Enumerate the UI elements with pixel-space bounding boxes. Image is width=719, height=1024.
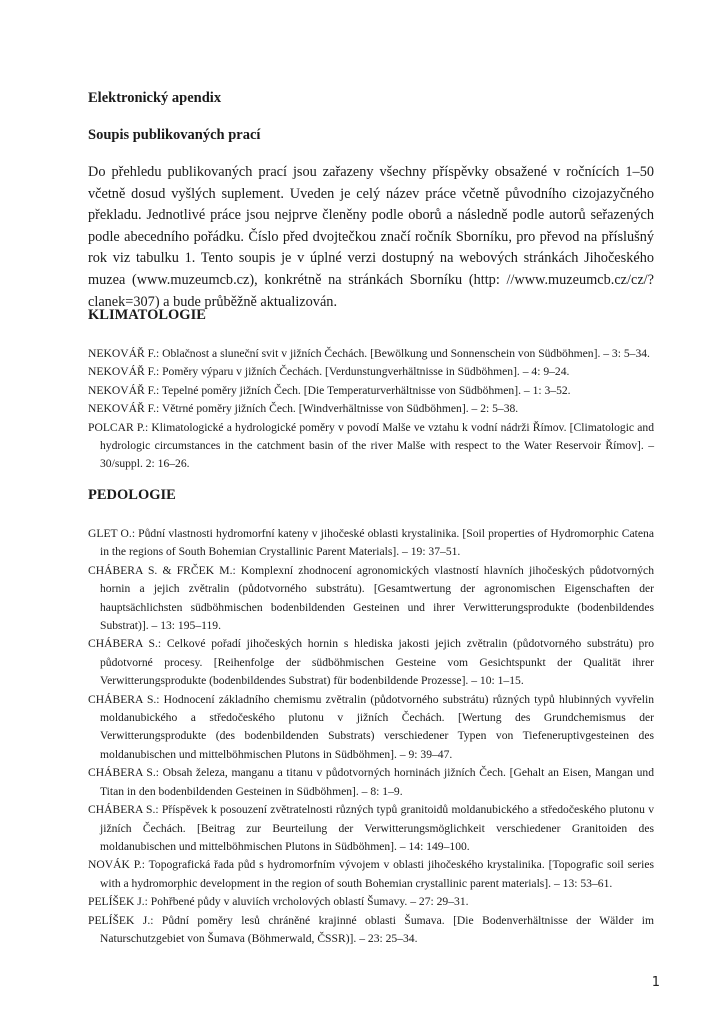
reference-list-klimatologie — [88, 345, 654, 474]
reference-entry: CHÁBERA S. & FRČEK M.: Komplexní zhodnocení agronomických vlastností hlavních jihočeských půdotvorných hornin a jejich zvětralin (půdotvorného substrátu). [Gesamtwertung der agronomischen Eigenschaften der hauptsächlichsten südböhmischen bodenbildenden Gesteinen und ihrer Verwitterungsprodukte (bodenbildendes Substrat)]. – 13: 195–119. — [88, 563, 654, 633]
reference-entry: POLCAR P.: Klimatologické a hydrologické poměry v povodí Malše ve vztahu k vodní nádrži Římov. [Climatologic and hydrologic circumstances in the catchment basin of the river Malše with respect to the Water Reservoir Římov]. – 30/suppl. 2: 16–26. — [88, 420, 654, 471]
reference-entry: CHÁBERA S.: Obsah železa, manganu a titanu v půdotvorných horninách jižních Čech. [Gehalt an Eisen, Mangan und Titan in den bodenbildenden Gesteinen in Südböhmen]. – 8: 1–9. — [88, 766, 654, 798]
reference-entry: NEKOVÁŘ F.: Poměry výparu v jižních Čechách. [Verdunstungverhältnisse in Südböhmen]. – 4: 9–24. — [88, 365, 570, 379]
reference-entry: PELÍŠEK J.: Pohřbené půdy v aluviích vrcholových oblastí Šumavy. – 27: 29–31. — [88, 895, 469, 909]
appendix-title: Elektronický apendix — [88, 90, 222, 106]
reference-entry: NEKOVÁŘ F.: Tepelné poměry jižních Čech. [Die Temperaturverhältnisse von Südböhmen]. – 1: 3–52. — [88, 383, 571, 397]
reference-entry: CHÁBERA S.: Celkové pořadí jihočeských hornin s hlediska jakosti jejich zvětralin (půdotvorného substrátu) pro půdotvorné procesy. [Reihenfolge der südböhmischen Gesteine vom Gesichtspunkt der Qualität ihrer Verwitterungsprodukte (bodenbildendes Substrat) für bodenbildende Prozesse]. – 10: 1–15. — [88, 637, 654, 688]
page-number: 1 — [651, 975, 660, 990]
reference-entry: CHÁBERA S.: Hodnocení základního chemismu zvětralin (půdotvorného substrátu) různých typů hlubinných vyvřelin moldanubického a středočeského plutonu v jižních Čechách. [Wertung des Grundchemismus der Verwitterungsprodukte (des bodenbildenden Substrats) verschiedener Typen von Tiefeneruptivgesteinen des moldanubischen und mittelböhmischen Plutons in Südböhmen]. – 9: 39–47. — [88, 692, 654, 761]
list-title: Soupis publikovaných prací — [88, 127, 261, 143]
reference-entry: NEKOVÁŘ F.: Větrné poměry jižních Čech. [Windverhältnisse von Südböhmen]. – 2: 5–38. — [88, 402, 519, 416]
reference-entry: PELÍŠEK J.: Půdní poměry lesů chráněné krajinné oblasti Šumava. [Die Bodenverhältnisse der Wälder im Naturschutzgebiet von Šumava (Böhmerwald, ČSSR)]. – 23: 25–34. — [88, 913, 654, 945]
section-heading-pedologie: PEDOLOGIE — [88, 487, 176, 503]
reference-entry: NEKOVÁŘ F.: Oblačnost a sluneční svit v jižních Čechách. [Bewölkung und Sonnenschein von Südböhmen]. – 3: 5–34. — [88, 347, 650, 360]
reference-entry: CHÁBERA S.: Příspěvek k posouzení zvětratelnosti různých typů granitoidů moldanubického a středočeského plutonu v jižních Čechách. [Beitrag zur Beurteilung der Verwitterungsmöglichkeit verschiedener Granitoiden des moldanubischen und mittelböhmischen Plutons in Südböhmen]. – 14: 149–100. — [88, 803, 654, 853]
reference-entry: NOVÁK P.: Topografická řada půd s hydromorfním vývojem v oblasti jihočeského krystalinika. [Topografic soil series with a hydromorphic development in the region of south Bohemian crystallinic parent materials]. – 13: 53–61. — [88, 858, 654, 890]
reference-entry: GLET O.: Půdní vlastnosti hydromorfní kateny v jihočeské oblasti krystalinika. [Soil properties of Hydromorphic Catena in the regions of South Bohemian Crystallinic Parent Materials]. – 19: 37–51. — [88, 527, 654, 559]
document-page — [88, 0, 654, 1024]
intro-paragraph: Do přehledu publikovaných prací jsou zařazeny všechny příspěvky obsažené v ročnících 1–50 včetně dosud vyšlých suplement. Uveden je celý název práce včetně původního cizojazyčného překladu. Jednotlivé práce jsou nejprve členěny podle oborů a následně podle autorů seřazených podle abecedního pořádku. Číslo před dvojtečkou značí ročník Sborníku, pro převod na příslušný rok viz tabulku 1. Tento soupis je v úplné verzi dostupný na webových stránkách Jihočeského muzea (www.muzeumcb.cz), konkrétně na stránkách Sborníku (http: //www.muzeumcb.cz/cz/?clanek=307) a bude průběžně aktualizován. — [88, 164, 654, 310]
reference-list-pedologie — [88, 525, 654, 948]
section-heading-klimatologie: KLIMATOLOGIE — [88, 307, 206, 323]
